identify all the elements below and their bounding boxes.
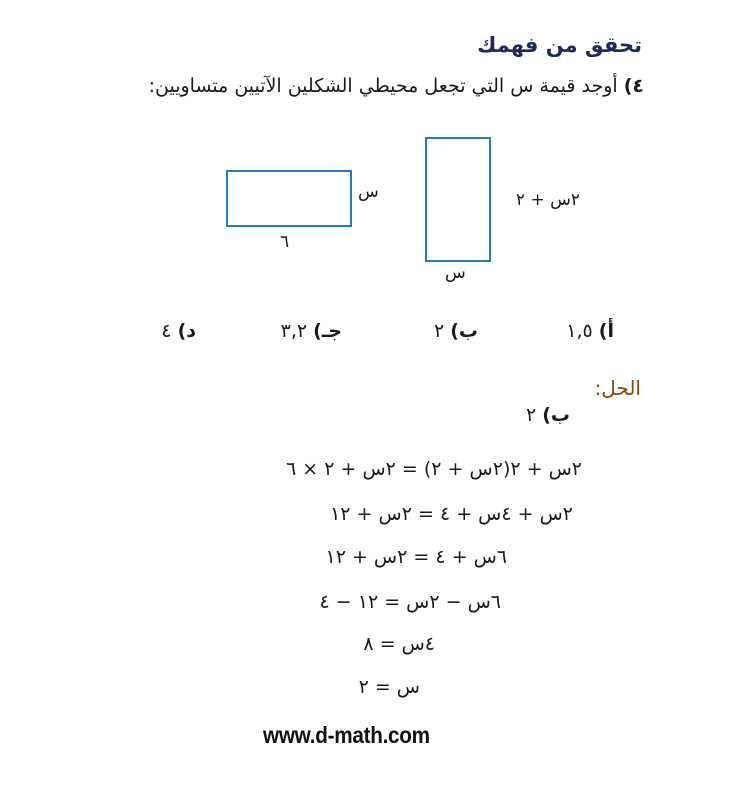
section-title: تحقق من فهمك <box>477 33 642 57</box>
question-number: ٤) <box>623 75 644 97</box>
solution-step-2: ٢س + ٤س + ٤ = ٢س + ١٢ <box>330 503 573 525</box>
solution-answer: ب) ٢ <box>525 404 570 426</box>
solution-step-3: ٦س + ٤ = ٢س + ١٢ <box>325 546 507 568</box>
solution-step-4: ٦س − ٢س = ١٢ − ٤ <box>319 591 501 613</box>
left-rectangle-side-label: س <box>358 182 379 202</box>
left-rectangle <box>226 170 352 227</box>
choice-d: د) ٤ <box>161 320 196 342</box>
choice-a: أ) ١,٥ <box>566 320 614 342</box>
question-text <box>124 72 644 100</box>
site-watermark: www.d-math.com <box>263 722 430 748</box>
choice-c: جـ) ٣,٢ <box>280 320 342 342</box>
solution-step-5: ٤س = ٨ <box>363 633 435 655</box>
question-body: أوجد قيمة س التي تجعل محيطي الشكلين الآتيين متساويين: <box>148 75 618 97</box>
solution-step-6: س = ٢ <box>358 676 420 698</box>
right-rectangle <box>425 137 491 262</box>
solution-label: الحل: <box>594 376 641 400</box>
solution-step-1: ٢س + ٢(٢س + ٢) = ٢س + ٢ × ٦ <box>286 458 582 480</box>
left-rectangle-bottom-label: ٦ <box>280 232 290 252</box>
choice-b: ب) ٢ <box>433 320 478 342</box>
right-rectangle-side-label: ٢س + ٢ <box>515 190 580 210</box>
right-rectangle-bottom-label: س <box>445 263 466 283</box>
